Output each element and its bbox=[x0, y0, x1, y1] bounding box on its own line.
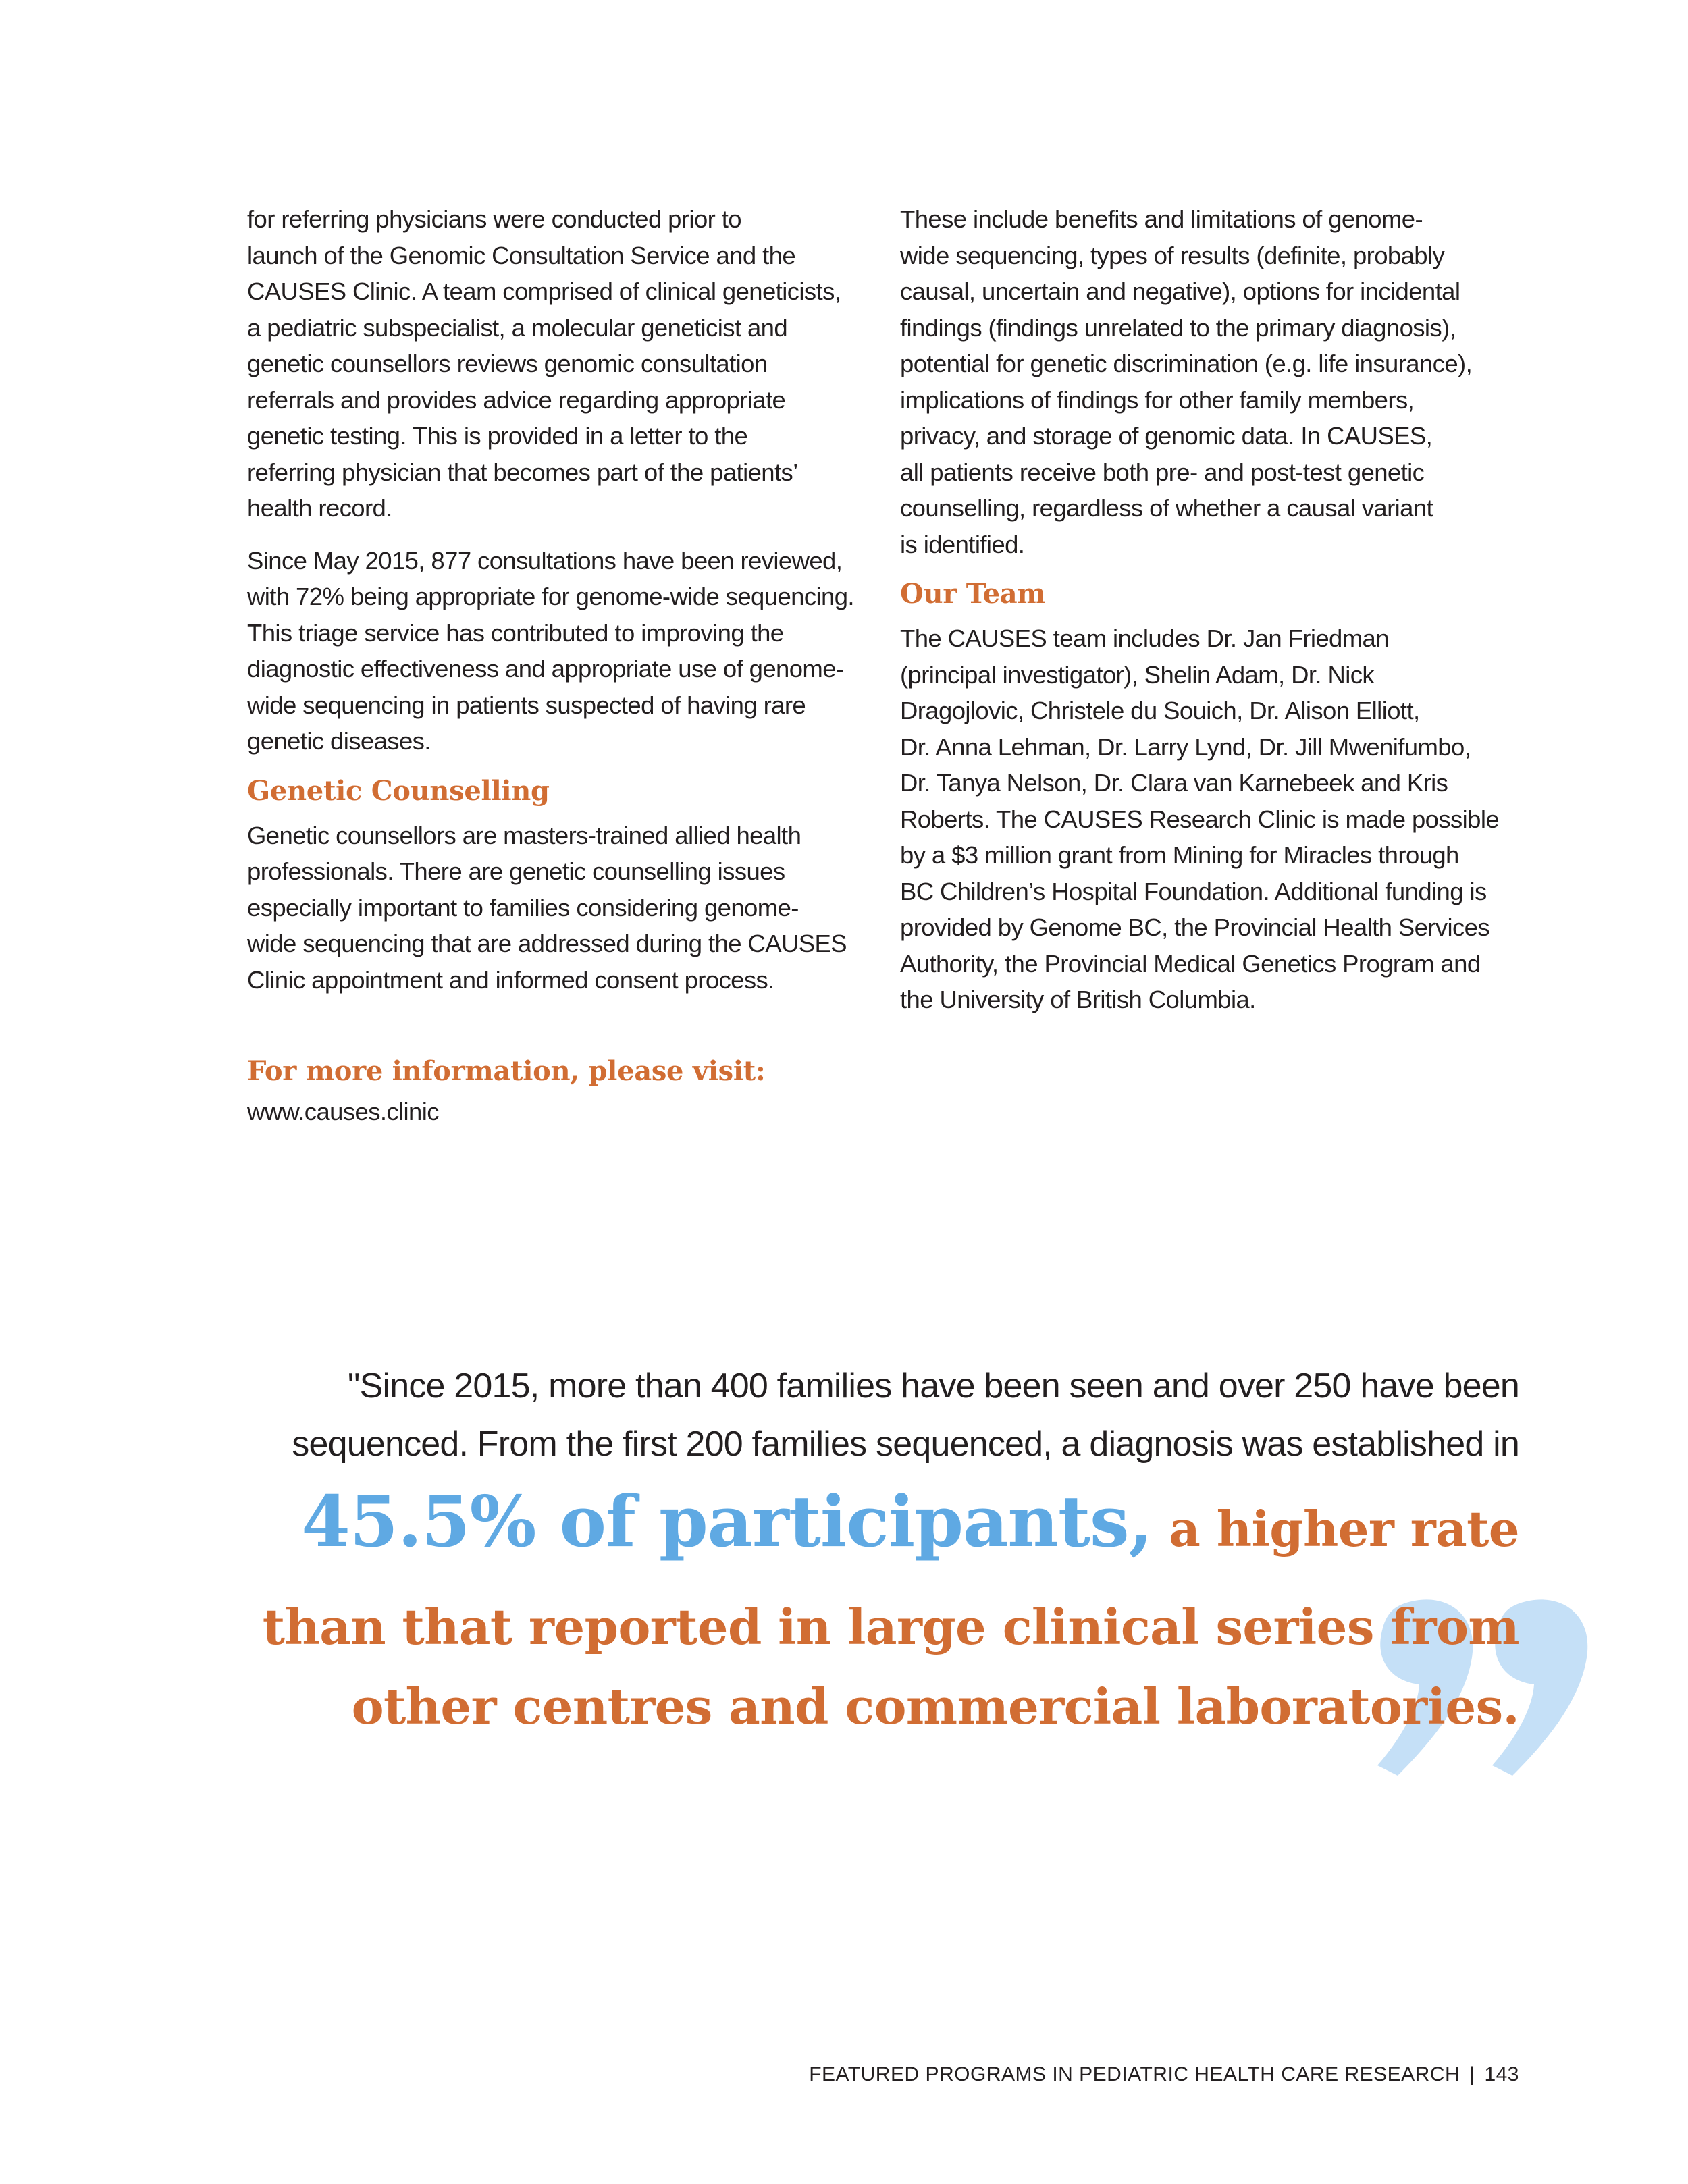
text-line: (principal investigator), Shelin Adam, Dr. Nick bbox=[900, 660, 1375, 689]
quote-line-5: other centres and commercial laboratories. bbox=[351, 1678, 1519, 1735]
left-paragraph-1 bbox=[247, 201, 895, 527]
more-info-heading: For more information, please visit: bbox=[247, 1055, 766, 1087]
pull-quote bbox=[169, 1357, 1519, 1747]
text-line: causal, uncertain and negative), options for incidental bbox=[900, 277, 1460, 305]
more-info-section bbox=[247, 1055, 765, 1129]
text-line: potential for genetic discrimination (e.g. life insurance), bbox=[900, 350, 1473, 377]
our-team-heading: Our Team bbox=[900, 578, 1046, 610]
quote-line-3-rest: a higher rate bbox=[1152, 1500, 1519, 1557]
text-line: referring physician that becomes part of the patients’ bbox=[247, 458, 798, 486]
left-paragraph-3 bbox=[247, 818, 895, 998]
text-line: health record. bbox=[247, 494, 392, 522]
quote-line-4: than that reported in large clinical series from bbox=[262, 1598, 1519, 1655]
right-paragraph-1 bbox=[900, 201, 1535, 562]
text-line: all patients receive both pre- and post-test genetic bbox=[900, 458, 1425, 486]
website-link[interactable]: www.causes.clinic bbox=[247, 1098, 439, 1125]
footer-separator: | bbox=[1469, 2063, 1475, 2085]
text-line: is identified. bbox=[900, 530, 1025, 558]
text-line: CAUSES Clinic. A team comprised of clinical geneticists, bbox=[247, 277, 841, 305]
text-line: implications of findings for other family members, bbox=[900, 385, 1415, 414]
text-line: counselling, regardless of whether a causal variant bbox=[900, 494, 1433, 522]
page-number: 143 bbox=[1484, 2063, 1519, 2085]
page-footer bbox=[809, 2063, 1519, 2086]
text-line: especially important to families considering genome- bbox=[247, 893, 799, 922]
text-line: privacy, and storage of genomic data. In CAUSES, bbox=[900, 422, 1433, 450]
text-line: the University of British Columbia. bbox=[900, 986, 1256, 1013]
text-line: The CAUSES team includes Dr. Jan Friedman bbox=[900, 624, 1389, 652]
text-line: BC Children’s Hospital Foundation. Additional funding is bbox=[900, 877, 1487, 905]
genetic-counselling-heading: Genetic Counselling bbox=[247, 774, 550, 807]
right-column bbox=[900, 201, 1535, 1018]
text-line: genetic counsellors reviews genomic consultation bbox=[247, 350, 768, 377]
text-line: for referring physicians were conducted prior to bbox=[247, 205, 741, 233]
quote-highlight-statistic: 45.5% of participants, bbox=[301, 1480, 1153, 1563]
right-paragraph-2 bbox=[900, 620, 1535, 1018]
text-line: wide sequencing, types of results (definite, probably bbox=[900, 241, 1445, 269]
text-line: launch of the Genomic Consultation Service and the bbox=[247, 241, 796, 269]
text-line: diagnostic effectiveness and appropriate use of genome- bbox=[247, 655, 844, 683]
text-line: a pediatric subspecialist, a molecular geneticist and bbox=[247, 313, 788, 342]
text-line: Dr. Anna Lehman, Dr. Larry Lynd, Dr. Jill Mwenifumbo, bbox=[900, 733, 1471, 761]
text-line: wide sequencing in patients suspected of having rare bbox=[247, 691, 806, 719]
text-line: This triage service has contributed to improving the bbox=[247, 618, 784, 647]
left-paragraph-2 bbox=[247, 543, 895, 760]
text-line: Clinic appointment and informed consent process. bbox=[247, 965, 774, 994]
quote-line-2: sequenced. From the first 200 families sequenced, a diagnosis was established in bbox=[292, 1424, 1519, 1464]
text-line: provided by Genome BC, the Provincial Health Services bbox=[900, 913, 1490, 941]
text-line: genetic testing. This is provided in a letter to the bbox=[247, 422, 748, 450]
text-line: Genetic counsellors are masters-trained allied health bbox=[247, 821, 801, 849]
text-line: Since May 2015, 877 consultations have been reviewed, bbox=[247, 546, 843, 575]
text-line: Authority, the Provincial Medical Genetics Program and bbox=[900, 949, 1481, 978]
text-line: referrals and provides advice regarding appropriate bbox=[247, 385, 786, 414]
text-line: Dragojlovic, Christele du Souich, Dr. Alison Elliott, bbox=[900, 697, 1420, 724]
left-column bbox=[247, 201, 895, 998]
text-line: findings (findings unrelated to the primary diagnosis), bbox=[900, 313, 1456, 342]
text-line: with 72% being appropriate for genome-wide sequencing. bbox=[247, 583, 854, 610]
text-line: Roberts. The CAUSES Research Clinic is made possible bbox=[900, 805, 1500, 833]
footer-section-title: FEATURED PROGRAMS IN PEDIATRIC HEALTH CARE RESEARCH bbox=[809, 2063, 1460, 2085]
text-line: Dr. Tanya Nelson, Dr. Clara van Karnebeek and Kris bbox=[900, 769, 1448, 797]
quote-line-1: "Since 2015, more than 400 families have been seen and over 250 have been bbox=[347, 1366, 1519, 1406]
text-line: genetic diseases. bbox=[247, 727, 431, 755]
quote-line-3 bbox=[169, 1477, 1519, 1587]
text-line: wide sequencing that are addressed during the CAUSES bbox=[247, 930, 847, 957]
text-line: professionals. There are genetic counselling issues bbox=[247, 857, 785, 885]
text-line: These include benefits and limitations of genome- bbox=[900, 205, 1423, 233]
text-line: by a $3 million grant from Mining for Miracles through bbox=[900, 841, 1459, 869]
